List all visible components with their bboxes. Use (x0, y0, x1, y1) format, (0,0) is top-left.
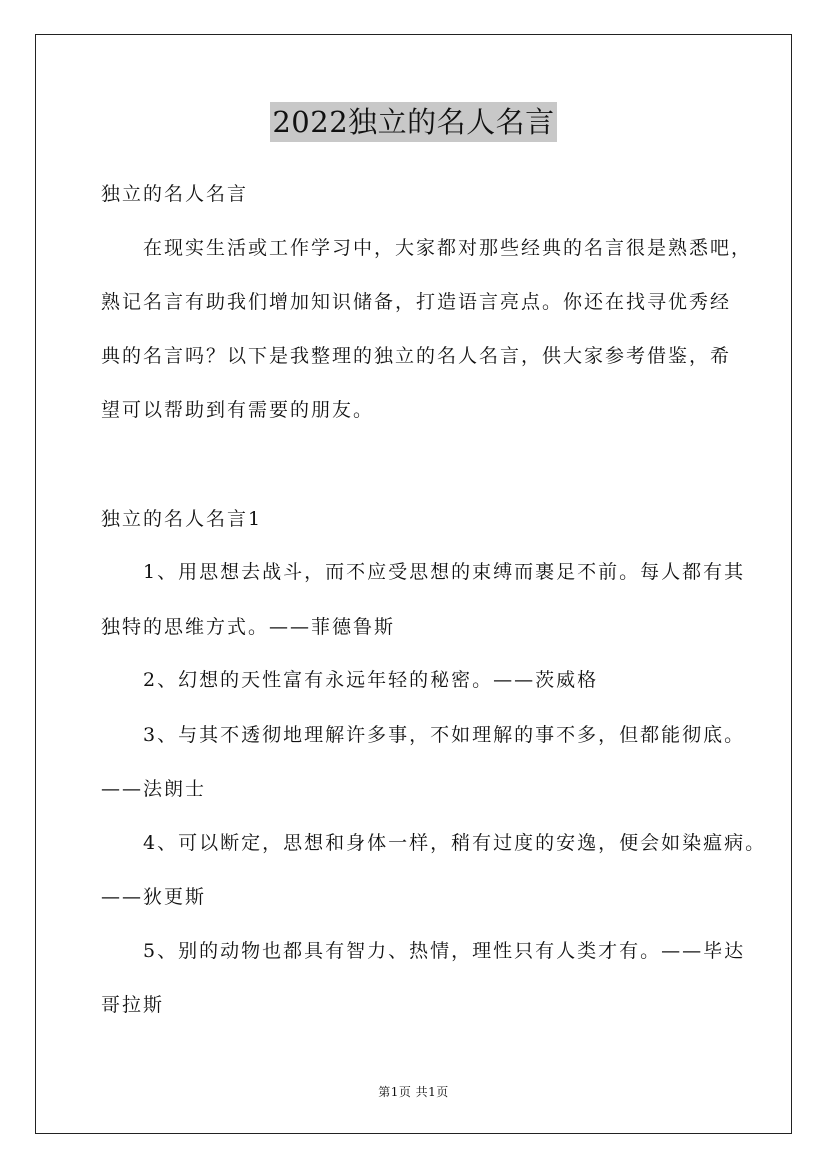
quote-3-line-1: 3、与其不透彻地理解许多事，不如理解的事不多，但都能彻底。 (143, 724, 746, 746)
intro-line-2: 熟记名言有助我们增加知识储备，打造语言亮点。你还在找寻优秀经 (101, 291, 732, 313)
document-title: 2022独立的名人名言 (270, 102, 556, 142)
quote-1-line-1: 1、用思想去战斗，而不应受思想的束缚而裹足不前。每人都有其 (143, 561, 746, 583)
intro-line-4: 望可以帮助到有需要的朋友。 (101, 399, 375, 421)
title-container (0, 102, 827, 142)
quote-5-line-1: 5、别的动物也都具有智力、热情，理性只有人类才有。——毕达 (143, 940, 746, 962)
intro-line-3: 典的名言吗？以下是我整理的独立的名人名言，供大家参考借鉴，希 (101, 345, 732, 367)
quote-4-line-2: ——狄更斯 (101, 886, 207, 908)
quote-1-line-2: 独特的思维方式。——菲德鲁斯 (101, 616, 396, 638)
quote-3-line-2: ——法朗士 (101, 778, 207, 800)
intro-line-1: 在现实生活或工作学习中，大家都对那些经典的名言很是熟悉吧， (143, 237, 753, 259)
quote-5-line-2: 哥拉斯 (101, 994, 165, 1016)
page-footer: 第1页 共1页 (378, 1085, 449, 1099)
quote-4-line-1: 4、可以断定，思想和身体一样，稍有过度的安逸，便会如染瘟病。 (143, 832, 767, 854)
quote-2: 2、幻想的天性富有永远年轻的秘密。——茨威格 (143, 669, 599, 691)
section-heading: 独立的名人名言1 (101, 508, 263, 530)
subtitle: 独立的名人名言 (101, 183, 249, 205)
